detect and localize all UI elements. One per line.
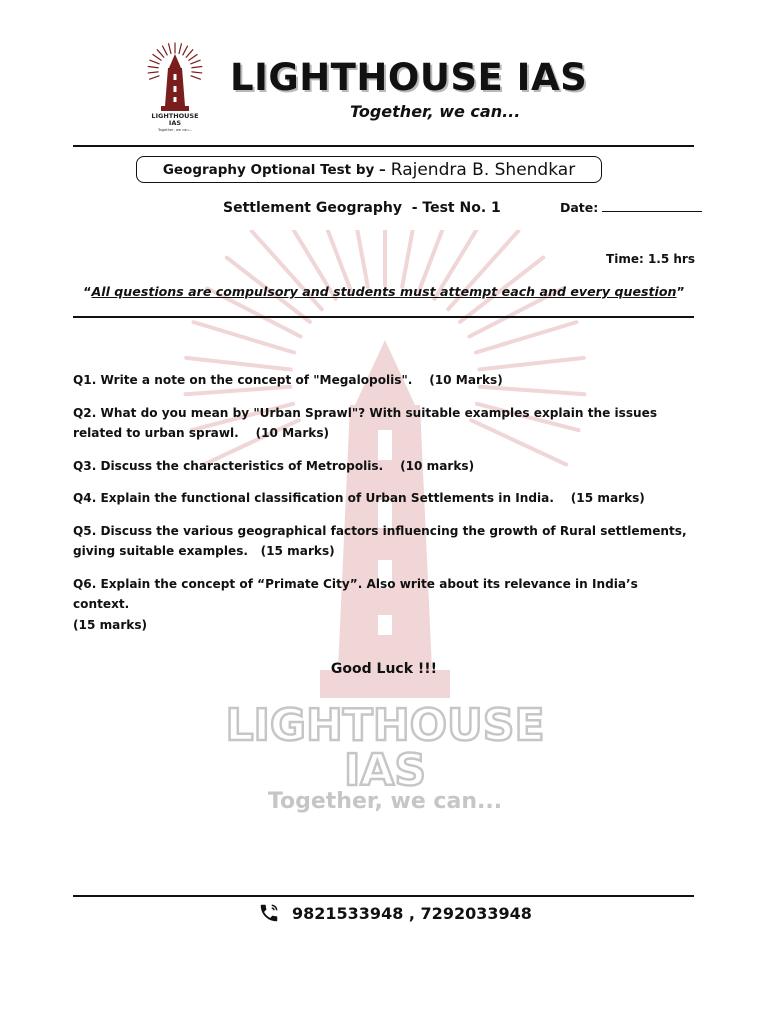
test-title-box — [136, 156, 602, 183]
instruction-divider — [73, 316, 694, 318]
watermark-name: LIGHTHOUSE — [225, 700, 545, 751]
logo-tagline: Together, we can... — [157, 128, 193, 132]
watermark-ias: IAS — [343, 745, 427, 796]
date-row — [560, 200, 702, 215]
instruction-line — [0, 284, 768, 299]
time-limit: Time: 1.5 hrs — [606, 252, 695, 266]
question-2: Q2. What do you mean by "Urban Sprawl"? With suitable examples explain the issues related to urban sprawl. (10 Marks) — [73, 405, 662, 440]
test-title-prefix: Geography Optional Test by – — [162, 161, 386, 178]
brand-name: LIGHTHOUSE IAS — [230, 56, 588, 99]
question-5: Q5. Discuss the various geographical factors influencing the growth of Rural settlements, giving suitable examples. (15 marks) — [73, 523, 691, 558]
logo-text: LIGHTHOUSE — [151, 112, 199, 120]
subject-line: Settlement Geography - Test No. 1 — [223, 200, 501, 216]
question-1: Q1. Write a note on the concept of "Megalopolis". (10 Marks) — [73, 373, 503, 387]
question-3: Q3. Discuss the characteristics of Metropolis. (10 marks) — [73, 458, 475, 473]
close-quote: ” — [676, 284, 685, 299]
phone-numbers: 9821533948 , 7292033948 — [292, 903, 532, 923]
header-divider — [73, 145, 694, 147]
watermark-tagline: Together, we can... — [267, 789, 503, 814]
lighthouse-logo — [140, 42, 210, 134]
logo-text-ias: IAS — [168, 119, 182, 127]
instruction-text: All questions are compulsory and students must attempt each and every question — [91, 284, 677, 299]
good-luck-text: Good Luck !!! — [330, 661, 438, 677]
open-quote: “ — [83, 284, 92, 299]
phone-icon — [258, 902, 280, 924]
contact-row — [258, 902, 532, 924]
date-blank — [602, 201, 702, 212]
question-list — [73, 370, 698, 647]
footer-divider — [73, 895, 694, 897]
question-4: Q4. Explain the functional classification of Urban Settlements in India. (15 marks) — [73, 491, 645, 505]
question-6-marks: (15 marks) — [73, 617, 148, 632]
question-6: Q6. Explain the concept of “Primate City”. Also write about its relevance in India’s context. — [73, 576, 638, 611]
brand-tagline: Together, we can... — [350, 102, 521, 121]
teacher-name: Rajendra B. Shendkar — [390, 159, 576, 180]
date-label: Date: — [560, 200, 599, 215]
